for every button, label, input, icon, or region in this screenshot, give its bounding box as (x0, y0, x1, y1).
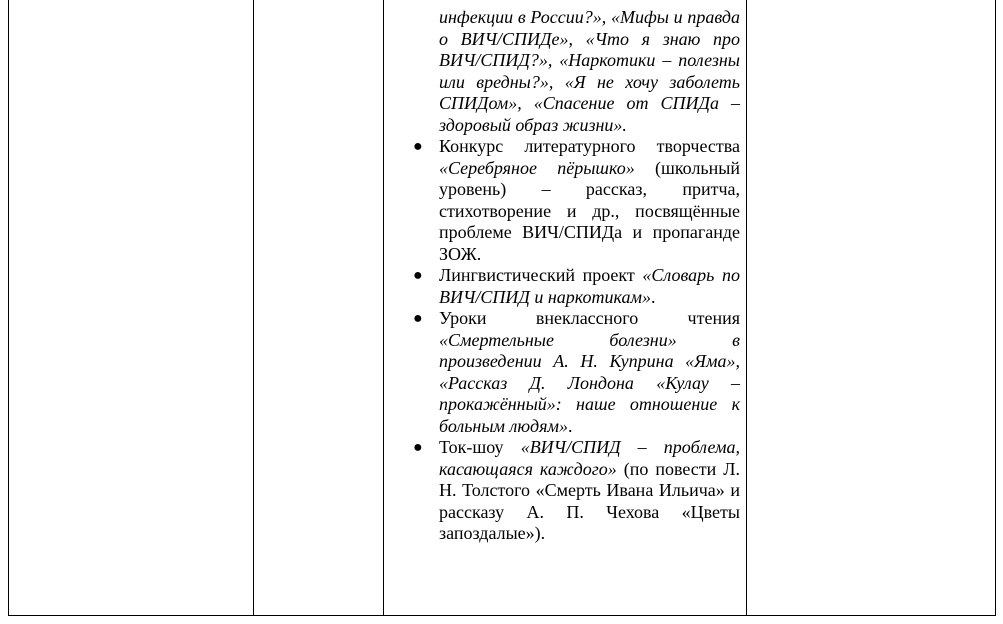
item-lead-text: Уроки внеклассного чтения (439, 308, 740, 328)
continued-item-text: инфекции в России?», «Мифы и правда о ВИЧ/СПИДе», «Что я знаю про ВИЧ/СПИД?», «Наркотики – полезны или вредны?», «Я не хочу заболеть СПИДом», «Спасение от СПИДа – здоровый образ жизни». (439, 7, 740, 135)
item-tail-text: (по повести Л. Н. Толстого «Смерть Ивана Ильича» и рассказу А. П. Чехова «Цветы запоздалые»). (439, 458, 740, 543)
item-tail-text: . (568, 415, 573, 436)
list-item (384, 265, 746, 308)
bullet-icon: ● (413, 310, 423, 327)
list-item (384, 136, 746, 265)
table-cell-col1 (9, 0, 253, 616)
list-item (384, 308, 746, 437)
bullet-icon: ● (413, 439, 423, 456)
item-title: «ВИЧ/СПИД – проблема, касающаяся каждого» (439, 437, 740, 479)
item-lead-text: Лингвистический проект (439, 265, 643, 285)
item-lead-text: Конкурс литературного творчества (439, 136, 740, 156)
bullet-icon: ● (413, 267, 423, 284)
list-item (384, 437, 746, 545)
item-title: «Словарь по ВИЧ/СПИД и наркотикам» (439, 265, 740, 307)
table-cell-col4 (747, 0, 995, 616)
table-cell-col2 (254, 0, 383, 616)
item-tail-text: (школьный уровень) – рассказ, притча, стихотворение и др., посвящённые проблеме ВИЧ/СПИДа и пропаганде ЗОЖ. (439, 157, 740, 264)
activities-list (384, 136, 746, 545)
bullet-icon: ● (413, 138, 423, 155)
table-cell-activities (384, 7, 746, 545)
item-title: «Серебряное пёрышко» (439, 157, 635, 178)
item-title: «Смертельные болезни» в произведении А. Н. Куприна «Яма», «Рассказ Д. Лондона «Кулау – прокажённый»: наше отношение к больным людям» (439, 329, 740, 436)
item-tail-text: . (650, 286, 656, 307)
table-border-right (995, 0, 996, 616)
item-lead-text: Ток-шоу (439, 437, 521, 457)
